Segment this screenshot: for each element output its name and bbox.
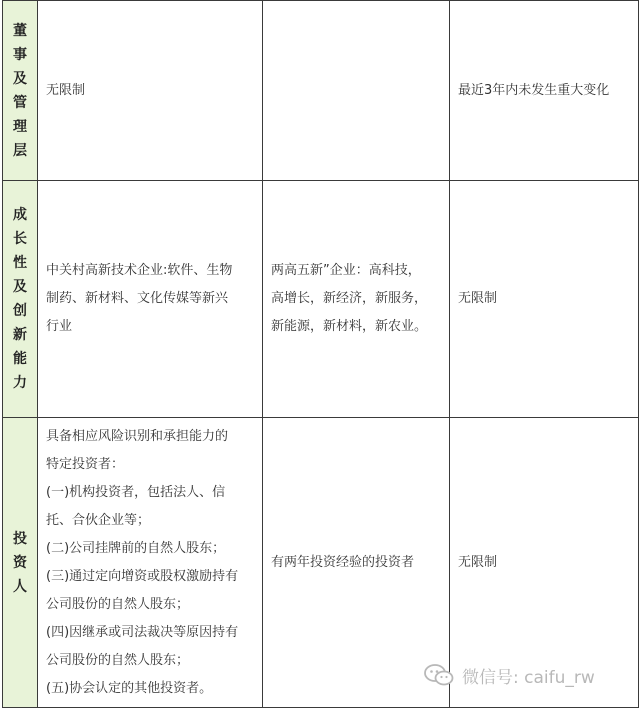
wechat-icon	[424, 663, 454, 687]
header-char: 董	[13, 22, 27, 39]
cell-text: 无限制	[458, 291, 498, 306]
cell-text: 两高五新”企业：高科技，	[271, 263, 421, 278]
header-char: 事	[13, 46, 27, 63]
cell-text: (二)公司挂牌前的自然人股东；	[46, 540, 226, 556]
header-char: 成	[13, 207, 27, 223]
cell-investors-col2	[263, 418, 450, 708]
cell-investors-col1	[38, 418, 263, 708]
header-char: 管	[13, 94, 27, 111]
cell-directors-col3	[450, 1, 639, 181]
header-char: 能	[13, 351, 27, 367]
cell-text: 具备相应风险识别和承担能力的	[46, 428, 229, 444]
cell-text: 制药、新材料、文化传媒等新兴	[46, 291, 229, 306]
cell-text: 公司股份的自然人股东；	[46, 596, 190, 612]
cell-text: 公司股份的自然人股东；	[46, 652, 190, 668]
header-char: 创	[13, 303, 27, 319]
wechat-watermark	[424, 660, 595, 690]
cell-text: (三)通过定向增资或股权激励持有	[46, 568, 239, 584]
table-row	[3, 181, 639, 418]
cell-directors-col1	[38, 1, 263, 181]
cell-text: 无限制	[46, 82, 86, 98]
table-row	[3, 1, 639, 181]
cell-growth-col1	[38, 181, 263, 418]
cell-directors-col2	[263, 1, 450, 181]
cell-text: 有两年投资经验的投资者	[271, 554, 415, 570]
row-header-directors	[3, 1, 38, 181]
watermark-text: 微信号: caifu_rw	[462, 667, 595, 688]
header-char: 层	[13, 142, 27, 159]
row-header-growth	[3, 181, 38, 418]
header-char: 资	[13, 554, 27, 571]
header-char: 新	[13, 327, 27, 343]
row-header-investors	[3, 418, 38, 708]
header-char: 及	[13, 279, 27, 295]
cell-text: 高增长，新经济，新服务，	[271, 291, 428, 306]
header-char: 性	[13, 255, 27, 271]
header-char: 力	[13, 375, 27, 391]
cell-growth-col3	[450, 181, 639, 418]
cell-text: 无限制	[458, 554, 498, 570]
header-char: 理	[13, 118, 27, 135]
comparison-table	[2, 0, 639, 708]
cell-text: (四)因继承或司法裁决等原因持有	[46, 624, 239, 640]
header-char: 长	[13, 231, 27, 247]
header-char: 投	[13, 530, 27, 547]
cell-growth-col2	[263, 181, 450, 418]
cell-text: 中关村高新技术企业:软件、生物	[46, 263, 233, 278]
cell-text: (一)机构投资者，包括法人、信	[46, 484, 226, 500]
cell-text: 行业	[46, 319, 73, 334]
cell-text: 托、合伙企业等；	[46, 512, 151, 528]
cell-text: 最近3年内未发生重大变化	[458, 82, 610, 98]
header-char: 人	[13, 578, 27, 595]
cell-text: (五)协会认定的其他投资者。	[46, 680, 213, 696]
cell-text: 特定投资者：	[46, 456, 125, 472]
header-char: 及	[13, 70, 27, 87]
cell-text: 新能源，新材料，新农业。	[271, 319, 428, 334]
